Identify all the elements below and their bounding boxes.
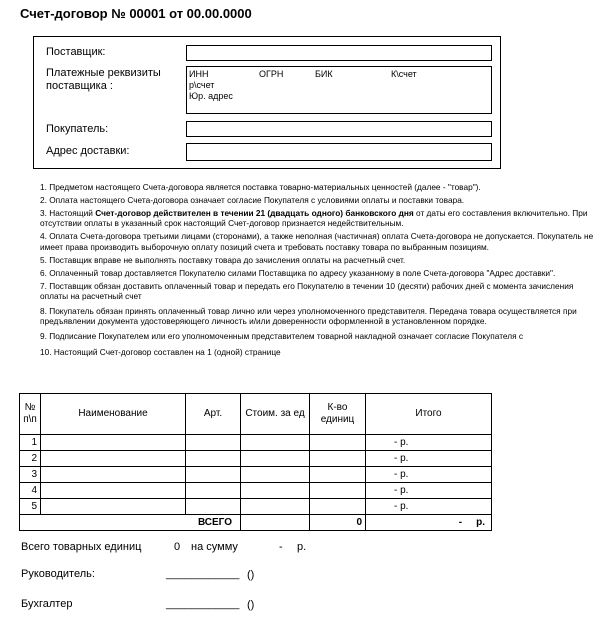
row-number: 4 <box>20 483 41 499</box>
item-total-cell: - р. <box>366 483 492 499</box>
ogrn-label: ОГРН <box>259 69 284 79</box>
item-qty-cell[interactable] <box>310 467 366 483</box>
item-total-cell: - р. <box>366 467 492 483</box>
buyer-label: Покупатель: <box>46 123 109 135</box>
col-header-quantity: К-во единиц <box>310 394 366 435</box>
inn-label: ИНН <box>189 69 209 79</box>
item-article-cell[interactable] <box>186 435 241 451</box>
term-item: 6. Оплаченный товар доставляется Покупателю силами Поставщика по адресу указанному в поле Счета-договора "Адрес доставки". <box>40 267 556 278</box>
bank-details-label-line2: поставщика : <box>46 80 113 92</box>
row-number: 3 <box>20 467 41 483</box>
table-row <box>20 451 492 467</box>
term-3-pre: 3. Настоящий <box>40 208 96 218</box>
item-price-cell[interactable] <box>241 499 310 515</box>
term-item: 4. Оплата Счета-договора третьими лицами (сторонами), а также неполная (частичная) оплата Счета-договора не допускается. Покупатель не имеет права производить выборочную оплату позиций счета и требовать поставку товара по выбранным позициям. <box>40 231 594 252</box>
item-article-cell[interactable] <box>186 467 241 483</box>
item-name-cell[interactable] <box>41 483 186 499</box>
table-row <box>20 467 492 483</box>
item-name-cell[interactable] <box>41 499 186 515</box>
item-price-cell[interactable] <box>241 451 310 467</box>
total-sum-cell <box>366 515 492 531</box>
item-qty-cell[interactable] <box>310 451 366 467</box>
accountant-signature-line[interactable]: ____________ <box>166 598 240 610</box>
sum-total-currency: р. <box>297 541 307 553</box>
col-header-name: Наименование <box>41 394 186 435</box>
total-label: ВСЕГО <box>20 515 241 531</box>
table-total-row <box>20 515 492 531</box>
item-article-cell[interactable] <box>186 499 241 515</box>
director-name-parens: () <box>247 569 255 581</box>
term-item: 10. Настоящий Счет-договор составлен на 1 (одной) странице <box>40 346 281 357</box>
item-article-cell[interactable] <box>186 483 241 499</box>
term-item: 2. Оплата настоящего Счета-договора означает согласие Покупателя с условиями оплаты и поставки товара. <box>40 195 465 205</box>
units-total-value: 0 <box>174 541 181 553</box>
contract-terms <box>40 182 596 360</box>
total-sum-currency: р. <box>476 517 485 528</box>
term-3-bold: Счет-договор действителен в течении 21 (двадцать одного) банковского дня <box>95 208 414 218</box>
item-total-cell: - р. <box>366 499 492 515</box>
item-qty-cell[interactable] <box>310 435 366 451</box>
bank-details-label-line1: Платежные реквизиты <box>46 67 161 79</box>
accountant-label: Бухгалтер <box>21 598 73 610</box>
table-header-row <box>20 394 492 435</box>
total-quantity: 0 <box>310 515 366 531</box>
supplier-label: Поставщик: <box>46 46 106 58</box>
party-details-box <box>33 36 501 169</box>
term-3-post: от даты его составления включительно. При отсутствии оплаты в указанный срок настоящий Счет-договор признается недействительным. <box>40 208 588 229</box>
item-price-cell[interactable] <box>241 435 310 451</box>
accountant-name-parens: () <box>247 599 255 611</box>
total-price-cell <box>241 515 310 531</box>
col-header-unit-price: Стоим. за ед <box>241 394 310 435</box>
delivery-address-label: Адрес доставки: <box>46 145 130 157</box>
term-item: 8. Покупатель обязан принять оплаченный товар лично или через уполномоченного представителя. Передача товара осуществляется при предъявлении документа удостоверяющего личность и/или доверенности оформленной в установленном порядке. <box>40 305 577 327</box>
row-number: 1 <box>20 435 41 451</box>
bank-details-field[interactable] <box>186 66 492 114</box>
bik-label: БИК <box>315 69 333 79</box>
buyer-field[interactable] <box>186 121 492 137</box>
item-article-cell[interactable] <box>186 451 241 467</box>
term-item: 7. Поставщик обязан доставить оплаченный товар и передать его Покупателю в течении 10 (десяти) рабочих дней с момента зачисления оплаты на расчетный счет <box>40 280 574 302</box>
item-qty-cell[interactable] <box>310 483 366 499</box>
supplier-field[interactable] <box>186 45 492 61</box>
row-number: 5 <box>20 499 41 515</box>
term-item: 5. Поставщик вправе не выполнять поставку товара до зачисления оплаты на расчетный счет. <box>40 254 406 265</box>
term-item: 9. Подписание Покупателем или его уполномоченным представителем товарной накладной означает согласие Покупателя с <box>40 331 524 342</box>
term-item: 1. Предметом настоящего Счета-договора является поставка товарно-материальных ценностей (далее - "товар"). <box>40 182 481 192</box>
item-name-cell[interactable] <box>41 467 186 483</box>
document-title: Счет-договор № 00001 от 00.00.0000 <box>20 6 252 21</box>
kschet-label: К\счет <box>391 69 417 79</box>
table-row <box>20 499 492 515</box>
director-signature-line[interactable]: ____________ <box>166 568 240 580</box>
col-header-article: Арт. <box>186 394 241 435</box>
row-number: 2 <box>20 451 41 467</box>
delivery-address-field[interactable] <box>186 143 492 161</box>
item-total-cell: - р. <box>366 435 492 451</box>
table-row <box>20 435 492 451</box>
col-header-number: № п\п <box>20 394 41 435</box>
item-total-cell: - р. <box>366 451 492 467</box>
col-header-total: Итого <box>366 394 492 435</box>
item-price-cell[interactable] <box>241 483 310 499</box>
item-qty-cell[interactable] <box>310 499 366 515</box>
total-sum-dash: - <box>458 517 463 528</box>
sum-total-value: - <box>279 541 283 553</box>
item-price-cell[interactable] <box>241 467 310 483</box>
director-label: Руководитель: <box>21 568 95 580</box>
yur-address-label: Юр. адрес <box>189 91 233 101</box>
rschet-label: р\счет <box>189 80 215 90</box>
goods-table <box>19 393 492 531</box>
item-name-cell[interactable] <box>41 435 186 451</box>
item-name-cell[interactable] <box>41 451 186 467</box>
sum-total-label: на сумму <box>191 541 238 553</box>
term-item-3 <box>40 208 596 229</box>
units-total-label: Всего товарных единиц <box>21 541 142 553</box>
table-row <box>20 483 492 499</box>
